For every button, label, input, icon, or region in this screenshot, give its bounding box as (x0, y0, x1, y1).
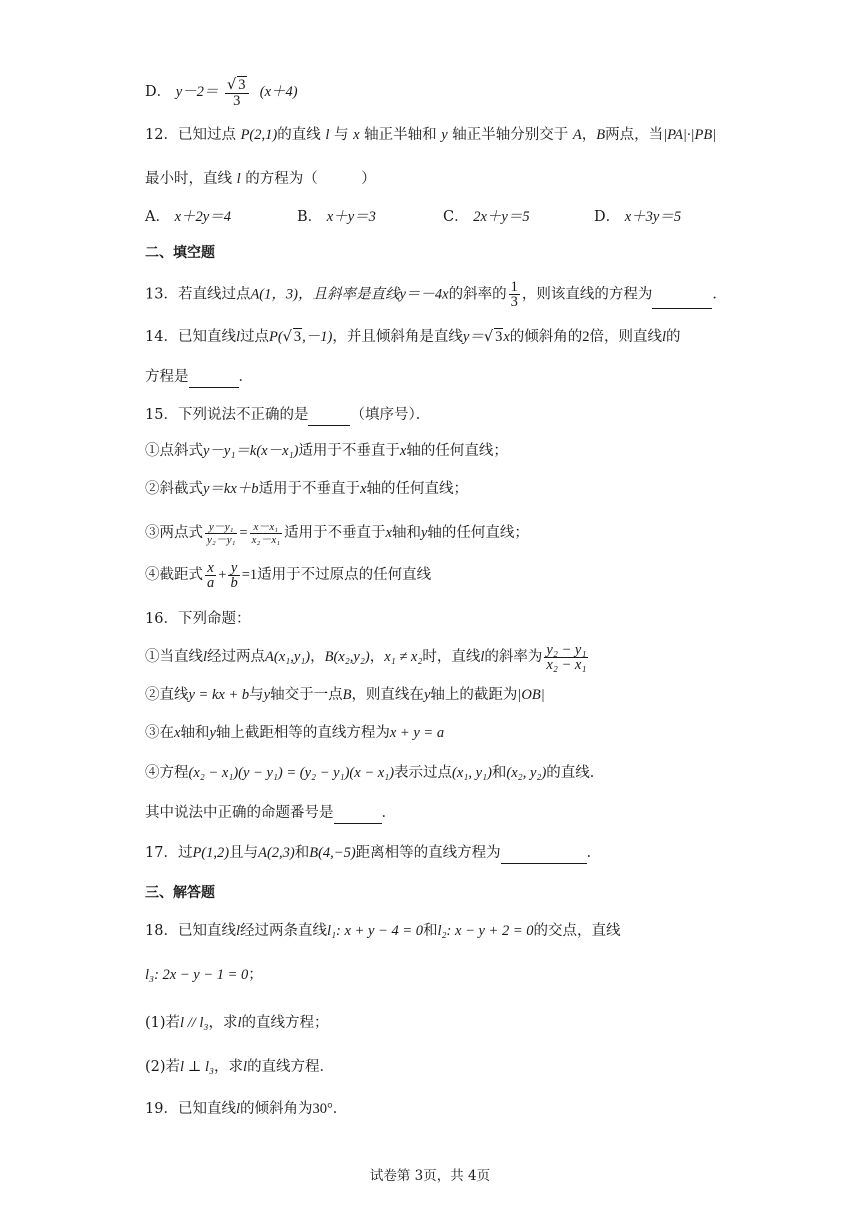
q12-option-b: B． x＋y＝3 (297, 209, 376, 225)
q17: 17．过P(1,2)且与A(2,3)和B(4,−5)距离相等的直线方程为 ． (145, 842, 601, 864)
q15-item-2: ②斜截式y＝kx＋b适用于不垂直于x轴的任何直线； (145, 481, 468, 497)
q16-item-3: ③在x轴和y轴上截距相等的直线方程为x + y = a (145, 725, 445, 741)
fraction: $\frac{y}{b}$ (230, 559, 238, 591)
answer-blank[interactable] (189, 371, 239, 388)
q18-line1: 18．已知直线l经过两条直线l₁: x + y − 4 = 0和l₂: x − y + 2 = 0的交点，直线 (145, 923, 621, 939)
q18-part1: (1)若l // l₃，求l的直线方程； (145, 1015, 329, 1031)
answer-blank[interactable] (334, 807, 382, 824)
q12-stem-line2: 最小时，直线 l 的方程为（ ） (145, 171, 376, 187)
fraction: $\frac{\text{y₂ − y₁}}{\text{x₂ − x₁}}$ (546, 641, 587, 673)
q14-line2: 方程是 ． (145, 366, 253, 388)
answer-blank[interactable] (501, 847, 587, 864)
q16-item-2: ②直线y = kx + b与y轴交于一点B，则直线在y轴上的截距为|OB| (145, 687, 545, 703)
q13: 13．若直线过点A(1，3)，且斜率是直线y＝－4x的斜率的 $\frac{1}{3}$ ，则该直线的方程为 ． (145, 279, 727, 310)
q12-option-d: D． x＋3y＝5 (594, 209, 682, 225)
q18-part2: (2)若l ⊥ l₃，求l的直线方程． (145, 1059, 335, 1075)
q16-item-1: ①当直线l经过两点A(x₁,y₁)，B(x₂,y₂)，x₁ ≠ x₂时，直线l的斜率为 $\frac{\text{y₂ − y₁}}{\text{x₂ − x₁}}$ (145, 641, 587, 673)
section-fill-in-title: 二、填空题 (145, 245, 215, 261)
q18-line2: l₃: 2x − y − 1 = 0； (145, 967, 263, 983)
q15-item-1: ①点斜式y－y₁＝k(x－x₁)适用于不垂直于x轴的任何直线； (145, 443, 508, 459)
q12-option-a: A． x＋2y＝4 (145, 209, 231, 225)
q15-item-3: ③两点式 $\frac{\text{y－y₁}}{\text{y₂－y₁}}$ = $\frac{\text{x－x₁}}{\text{x₂－x₁}}$ 适用于不垂直于x轴和y轴的任何直线； (145, 520, 529, 546)
q12-option-c: C． 2x＋y＝5 (443, 209, 530, 225)
q19: 19．已知直线l的倾斜角为30°． (145, 1101, 348, 1117)
q16-stem: 16．下列命题： (145, 611, 251, 627)
fraction: $\frac{√ 3}{3}$ (225, 76, 249, 108)
answer-blank[interactable] (652, 292, 712, 309)
q16-item-4: ④方程(x₂ − x₁)(y − y₁) = (y₂ − y₁)(x − x₁)表示过点(x₁, y₁)和(x₂, y₂)的直线． (145, 765, 605, 781)
fraction: $\frac{\text{y－y₁}}{\text{y₂－y₁}}$ (207, 520, 236, 546)
fraction: $\frac{x}{a}$ (207, 559, 215, 591)
q12-stem-line1: 12．已知过点 P(2,1)的直线 l 与 x 轴正半轴和 y 轴正半轴分别交于 A，B两点，当|PA|·|PB| (145, 127, 717, 143)
fraction: $\frac{\text{x－x₁}}{\text{x₂－x₁}}$ (251, 520, 281, 546)
q16-conclusion: 其中说法中正确的命题番号是 ． (145, 802, 396, 824)
q14-line1: 14．已知直线l过点P(√ 3,－1)，并且倾斜角是直线y＝√ 3x的倾斜角的2倍，则直线l的 (145, 329, 681, 345)
page-footer: 试卷第 3页，共 4页 (369, 1168, 491, 1184)
q15-item-4: ④截距式 $\frac{x}{a}$ + $\frac{y}{b}$ =1适用于不过原点的任何直线 (145, 559, 432, 591)
q11-option-d: D． y－2＝ $\frac{√ 3}{3}$ (x＋4) (145, 77, 298, 109)
section-solutions-title: 三、解答题 (145, 885, 215, 901)
q15-stem: 15．下列说法不正确的是 （填序号）． (145, 404, 430, 426)
fraction: $\frac{1}{3}$ (510, 279, 518, 310)
answer-blank[interactable] (308, 409, 350, 426)
